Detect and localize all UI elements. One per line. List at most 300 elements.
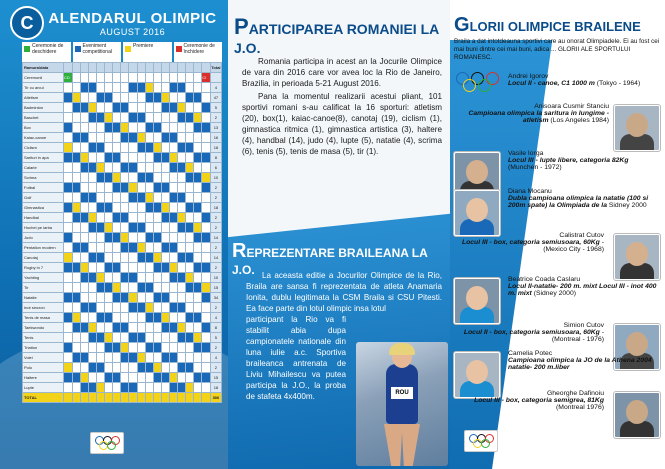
calendar-cell xyxy=(121,353,129,363)
calendar-cell xyxy=(80,143,88,153)
calendar-cell xyxy=(64,133,73,143)
participation-text xyxy=(242,56,442,159)
calendar-row xyxy=(23,323,222,333)
calendar-cell xyxy=(194,213,202,223)
glories-intro: Braila a dat intotdeauna sportivi care au onorat Olimpiadele. Ei au fost cei mai buni dintre cei mai buni, adica ... GLORII ALE SPORTULUI ROMANESC. xyxy=(454,38,660,61)
braila-paragraph-2: participant la Rio va fi stabilit abia dupa campionatele nationale din luna iulie a.c. Sportiva braileanca antrenata de Liviu Mihailescu va putea participa la J.O., la proba de stafeta 4x400m. xyxy=(246,315,346,401)
calendar-cell xyxy=(161,153,169,163)
calendar-cell xyxy=(145,73,153,83)
calendar-cell xyxy=(129,303,137,313)
glory-entry xyxy=(454,390,604,411)
calendar-cell xyxy=(97,283,105,293)
calendar-cell xyxy=(186,233,194,243)
photo-head xyxy=(466,286,488,310)
calendar-total-cell xyxy=(194,393,202,403)
calendar-cell xyxy=(137,323,145,333)
calendar-cell xyxy=(105,163,113,173)
calendar-cell xyxy=(88,93,96,103)
calendar-cell xyxy=(186,143,194,153)
calendar-cell xyxy=(97,353,105,363)
calendar-day-header xyxy=(145,63,153,73)
calendar-cell xyxy=(72,83,80,93)
calendar-day-header xyxy=(137,63,145,73)
calendar-cell xyxy=(64,343,73,353)
calendar-cell xyxy=(178,243,186,253)
calendar-cell xyxy=(153,133,161,143)
calendar-cell xyxy=(113,373,121,383)
calendar-cell xyxy=(145,383,153,393)
calendar-cell xyxy=(153,183,161,193)
calendar-cell xyxy=(129,113,137,123)
calendar-cell xyxy=(121,143,129,153)
calendar-cell xyxy=(161,193,169,203)
calendar-cell xyxy=(178,253,186,263)
calendar-day-header xyxy=(105,63,113,73)
calendar-cell xyxy=(137,123,145,133)
calendar-cell xyxy=(121,383,129,393)
calendar-cell xyxy=(105,333,113,343)
glory-achievement xyxy=(508,157,658,171)
calendar-cell xyxy=(64,103,73,113)
calendar-cell xyxy=(202,293,211,303)
calendar-cell xyxy=(113,123,121,133)
participation-title-initial: P xyxy=(234,14,249,39)
calendar-cell xyxy=(97,273,105,283)
calendar-cell xyxy=(137,253,145,263)
calendar-cell xyxy=(161,313,169,323)
calendar-cell xyxy=(72,243,80,253)
calendar-cell xyxy=(121,343,129,353)
calendar-cell xyxy=(194,183,202,193)
calendar-cell xyxy=(88,243,96,253)
calendar-cell xyxy=(186,363,194,373)
calendar-cell xyxy=(186,113,194,123)
calendar-cell xyxy=(88,113,96,123)
calendar-cell xyxy=(105,93,113,103)
calendar-cell xyxy=(72,263,80,273)
calendar-row xyxy=(23,253,222,263)
calendar-cell xyxy=(80,323,88,333)
calendar-cell xyxy=(153,293,161,303)
calendar-cell xyxy=(105,283,113,293)
calendar-cell xyxy=(129,353,137,363)
calendar-cell xyxy=(97,303,105,313)
calendar-cell xyxy=(105,213,113,223)
calendar-cell xyxy=(105,343,113,353)
calendar-cell xyxy=(97,133,105,143)
calendar-cell xyxy=(97,313,105,323)
calendar-cell xyxy=(80,203,88,213)
glory-event: (Sidney 2000) xyxy=(533,290,577,297)
calendar-cell xyxy=(113,153,121,163)
glory-event: (Tokyo - 1964) xyxy=(596,80,641,87)
calendar-day-header xyxy=(169,63,177,73)
calendar-row xyxy=(23,333,222,343)
calendar-cell xyxy=(161,253,169,263)
calendar-cell xyxy=(121,153,129,163)
calendar-cell xyxy=(161,293,169,303)
calendar-cell xyxy=(105,383,113,393)
participation-panel xyxy=(228,0,450,469)
calendar-cell xyxy=(113,283,121,293)
calendar-cell xyxy=(64,83,73,93)
calendar-sport-name: Lupte xyxy=(23,383,64,393)
calendar-sport-total: 2 xyxy=(210,113,221,123)
olympic-flag-icon xyxy=(90,432,124,454)
calendar-cell xyxy=(145,123,153,133)
calendar-row xyxy=(23,73,222,83)
calendar-cell xyxy=(178,163,186,173)
calendar-cell xyxy=(169,223,177,233)
calendar-cell xyxy=(88,83,96,93)
calendar-sport-total: 15 xyxy=(210,373,221,383)
calendar-subtitle: AUGUST 2016 xyxy=(99,27,166,37)
calendar-cell xyxy=(202,333,211,343)
calendar-cell xyxy=(80,173,88,183)
calendar-sport-name: Golf xyxy=(23,193,64,203)
calendar-sport-total: 18 xyxy=(210,203,221,213)
calendar-cell xyxy=(137,93,145,103)
calendar-cell xyxy=(80,193,88,203)
calendar-cell xyxy=(145,243,153,253)
calendar-cell xyxy=(169,133,177,143)
calendar-cell xyxy=(64,173,73,183)
calendar-cell xyxy=(186,203,194,213)
calendar-cell xyxy=(105,173,113,183)
calendar-cell xyxy=(178,183,186,193)
glory-achievement xyxy=(508,357,663,371)
calendar-cell xyxy=(105,293,113,303)
glory-athlete-name: Camelia Potec xyxy=(508,350,553,357)
calendar-cell xyxy=(97,323,105,333)
calendar-cell xyxy=(88,73,96,83)
calendar-sport-name: Triatlon xyxy=(23,343,64,353)
calendar-cell xyxy=(194,173,202,183)
calendar-cell xyxy=(80,263,88,273)
legend-item xyxy=(22,42,71,62)
calendar-cell xyxy=(202,323,211,333)
calendar-cell xyxy=(105,253,113,263)
glory-event: (Munchen - 1972) xyxy=(508,164,562,171)
calendar-sport-name: Rugby in 7 xyxy=(23,263,64,273)
participation-paragraph-2: Pana la momentul realizarii acestui pliant, 101 sportivi romani s-au calificat la 16 sporturi: atletism (20), box(1), kaiac-canoe(8), canotaj (19), ciclism (1), gimnastica ritmica (1), gimnastica artistica (3), haltere (4), handbal (14), judo (4), lupte (5), natatie (4), scrima (6), tenis (5), tenis de masa (5), tir (1). xyxy=(242,92,442,156)
calendar-cell xyxy=(153,243,161,253)
calendar-cell xyxy=(129,93,137,103)
calendar-cell xyxy=(88,273,96,283)
calendar-cell xyxy=(202,133,211,143)
calendar-cell xyxy=(178,263,186,273)
calendar-cell xyxy=(113,113,121,123)
calendar-cell xyxy=(88,213,96,223)
calendar-total-cell xyxy=(153,393,161,403)
calendar-cell xyxy=(113,183,121,193)
calendar-day-header xyxy=(178,63,186,73)
calendar-cell xyxy=(145,283,153,293)
calendar-cell xyxy=(113,263,121,273)
calendar-total-cell xyxy=(88,393,96,403)
calendar-cell xyxy=(97,363,105,373)
calendar-cell xyxy=(64,273,73,283)
calendar-title: ALENDARUL OLIMPIC xyxy=(48,10,217,27)
calendar-total-cell xyxy=(113,393,121,403)
calendar-sport-total: 2 xyxy=(210,213,221,223)
calendar-total-cell xyxy=(72,393,80,403)
calendar-day-header xyxy=(64,63,73,73)
calendar-cell xyxy=(80,283,88,293)
calendar-cell xyxy=(161,213,169,223)
calendar-sport-total: 10 xyxy=(210,173,221,183)
calendar-cell xyxy=(64,193,73,203)
calendar-cell xyxy=(113,83,121,93)
calendar-cell xyxy=(194,293,202,303)
legend-label: Ceremonie de închidere xyxy=(183,43,215,55)
calendar-sport-name: Haltere xyxy=(23,373,64,383)
calendar-cell xyxy=(129,333,137,343)
calendar-day-header xyxy=(153,63,161,73)
calendar-cell xyxy=(113,313,121,323)
calendar-cell xyxy=(186,333,194,343)
calendar-sport-name: Tir cu arcul xyxy=(23,83,64,93)
calendar-cell xyxy=(88,323,96,333)
calendar-cell xyxy=(105,153,113,163)
calendar-cell xyxy=(129,363,137,373)
calendar-cell xyxy=(178,383,186,393)
calendar-cell xyxy=(186,213,194,223)
calendar-cell xyxy=(186,153,194,163)
calendar-cell xyxy=(137,263,145,273)
calendar-cell xyxy=(194,223,202,233)
calendar-cell xyxy=(64,263,73,273)
calendar-cell xyxy=(64,363,73,373)
calendar-cell xyxy=(105,193,113,203)
calendar-cell xyxy=(72,323,80,333)
calendar-cell xyxy=(202,193,211,203)
calendar-cell xyxy=(64,233,73,243)
calendar-cell xyxy=(169,363,177,373)
calendar-cell xyxy=(145,343,153,353)
calendar-cell xyxy=(169,303,177,313)
calendar-cell xyxy=(129,143,137,153)
calendar-cell xyxy=(161,203,169,213)
calendar-cell xyxy=(64,123,73,133)
calendar-cell xyxy=(72,213,80,223)
calendar-cell xyxy=(178,323,186,333)
legend-swatch xyxy=(125,46,131,52)
glory-achievement-text: Locul II - box, categoria semiusoara, 60Kg xyxy=(463,329,602,336)
calendar-cell xyxy=(169,153,177,163)
calendar-cell xyxy=(153,213,161,223)
calendar-cell xyxy=(121,173,129,183)
glory-athlete-photo xyxy=(614,105,660,151)
calendar-sport-total: 2 xyxy=(210,223,221,233)
calendar-cell xyxy=(202,103,211,113)
calendar-cell xyxy=(161,83,169,93)
calendar-cell xyxy=(137,343,145,353)
calendar-cell xyxy=(72,193,80,203)
calendar-cell xyxy=(88,143,96,153)
calendar-cell xyxy=(145,153,153,163)
calendar-cell xyxy=(137,303,145,313)
calendar-cell xyxy=(169,213,177,223)
calendar-cell xyxy=(88,233,96,243)
calendar-cell xyxy=(64,93,73,103)
calendar-sport-name: Atletism xyxy=(23,93,64,103)
calendar-cell xyxy=(105,353,113,363)
calendar-cell xyxy=(178,343,186,353)
calendar-total-cell xyxy=(64,393,73,403)
calendar-cell xyxy=(137,363,145,373)
calendar-cell xyxy=(153,173,161,183)
calendar-cell xyxy=(169,373,177,383)
calendar-cell xyxy=(137,73,145,83)
calendar-cell xyxy=(153,283,161,293)
calendar-cell xyxy=(178,373,186,383)
calendar-cell xyxy=(80,73,88,83)
calendar-cell xyxy=(194,303,202,313)
calendar-sport-total: 18 xyxy=(210,143,221,153)
calendar-sport-name: Tir xyxy=(23,283,64,293)
calendar-cell xyxy=(202,183,211,193)
calendar-sport-name: Box xyxy=(23,123,64,133)
calendar-cell xyxy=(194,273,202,283)
calendar-cell xyxy=(186,323,194,333)
calendar-cell xyxy=(105,83,113,93)
calendar-cell xyxy=(145,223,153,233)
calendar-sport-total xyxy=(210,73,221,83)
calendar-cell xyxy=(137,103,145,113)
calendar-cell xyxy=(202,203,211,213)
braila-representation-title-initial: R xyxy=(232,240,247,262)
calendar-row xyxy=(23,203,222,213)
calendar-cell xyxy=(113,193,121,203)
calendar-cell xyxy=(129,313,137,323)
calendar-cell xyxy=(88,223,96,233)
calendar-cell xyxy=(80,313,88,323)
glories-title-rest: LORII OLIMPICE BRAILENE xyxy=(469,19,641,34)
legend-swatch xyxy=(176,46,182,52)
calendar-cell xyxy=(121,123,129,133)
calendar-total-cell xyxy=(97,393,105,403)
calendar-cell xyxy=(113,253,121,263)
calendar-row xyxy=(23,113,222,123)
calendar-cell xyxy=(97,263,105,273)
calendar-cell xyxy=(129,193,137,203)
calendar-sport-total: 13 xyxy=(210,123,221,133)
calendar-cell xyxy=(202,113,211,123)
calendar-header-total: Total xyxy=(210,63,221,73)
calendar-row xyxy=(23,103,222,113)
glory-athlete-name: Diana Mocanu xyxy=(508,188,552,195)
calendar-cell xyxy=(153,113,161,123)
calendar-cell xyxy=(186,283,194,293)
calendar-cell xyxy=(161,183,169,193)
calendar-cell xyxy=(137,293,145,303)
calendar-cell xyxy=(97,163,105,173)
calendar-cell xyxy=(64,323,73,333)
calendar-cell xyxy=(202,273,211,283)
calendar-cell xyxy=(88,343,96,353)
calendar-cell xyxy=(186,313,194,323)
calendar-cell xyxy=(169,143,177,153)
photo-head xyxy=(466,160,488,184)
calendar-cell xyxy=(129,173,137,183)
calendar-cell xyxy=(97,123,105,133)
calendar-cell xyxy=(194,353,202,363)
calendar-cell xyxy=(186,223,194,233)
calendar-cell xyxy=(145,103,153,113)
calendar-cell xyxy=(137,223,145,233)
calendar-total-label: TOTAL xyxy=(23,393,64,403)
calendar-cell xyxy=(161,323,169,333)
calendar-cell xyxy=(137,113,145,123)
calendar-cell xyxy=(72,93,80,103)
calendar-sport-total: 8 xyxy=(210,153,221,163)
calendar-cell xyxy=(194,383,202,393)
legend-label: Ceremonie de deschidere xyxy=(32,43,64,55)
calendar-cell xyxy=(186,173,194,183)
calendar-sport-total: 2 xyxy=(210,363,221,373)
calendar-row xyxy=(23,283,222,293)
calendar-cell xyxy=(137,83,145,93)
calendar-cell xyxy=(202,303,211,313)
calendar-cell xyxy=(202,213,211,223)
glory-achievement xyxy=(508,283,663,297)
calendar-cell xyxy=(129,283,137,293)
calendar-cell xyxy=(153,73,161,83)
glory-event: - (Mexico City - 1968) xyxy=(543,239,604,253)
calendar-cell xyxy=(178,223,186,233)
calendar-cell xyxy=(80,383,88,393)
calendar-day-header xyxy=(88,63,96,73)
calendar-cell xyxy=(80,303,88,313)
glory-achievement-text: Campioana olimpica la JO de la Athena 2004 natatie- 200 m.liber xyxy=(508,357,652,371)
calendar-cell xyxy=(161,273,169,283)
calendar-cell xyxy=(153,103,161,113)
calendar-sport-name: Handbal xyxy=(23,213,64,223)
calendar-cell xyxy=(88,123,96,133)
calendar-cell xyxy=(186,183,194,193)
calendar-cell xyxy=(153,153,161,163)
calendar-total-value: 306 xyxy=(210,393,221,403)
calendar-cell xyxy=(113,353,121,363)
calendar-cell xyxy=(80,153,88,163)
calendar-total-cell xyxy=(129,393,137,403)
calendar-cell xyxy=(72,343,80,353)
calendar-cell xyxy=(121,103,129,113)
calendar-day-header xyxy=(129,63,137,73)
calendar-cell xyxy=(80,233,88,243)
calendar-cell xyxy=(105,223,113,233)
calendar-cell xyxy=(64,183,73,193)
calendar-cell xyxy=(121,283,129,293)
calendar-cell xyxy=(153,333,161,343)
calendar-cell xyxy=(72,123,80,133)
calendar-row xyxy=(23,183,222,193)
calendar-sport-name: Volei xyxy=(23,353,64,363)
calendar-cell xyxy=(145,363,153,373)
calendar-cell xyxy=(178,173,186,183)
calendar-cell xyxy=(129,73,137,83)
calendar-cell xyxy=(137,313,145,323)
calendar-cell xyxy=(194,283,202,293)
calendar-cell xyxy=(64,353,73,363)
calendar-cell xyxy=(121,213,129,223)
calendar-cell xyxy=(72,223,80,233)
calendar-total-cell xyxy=(145,393,153,403)
calendar-cell xyxy=(161,173,169,183)
glories-title xyxy=(454,14,641,37)
calendar-cell xyxy=(80,163,88,173)
